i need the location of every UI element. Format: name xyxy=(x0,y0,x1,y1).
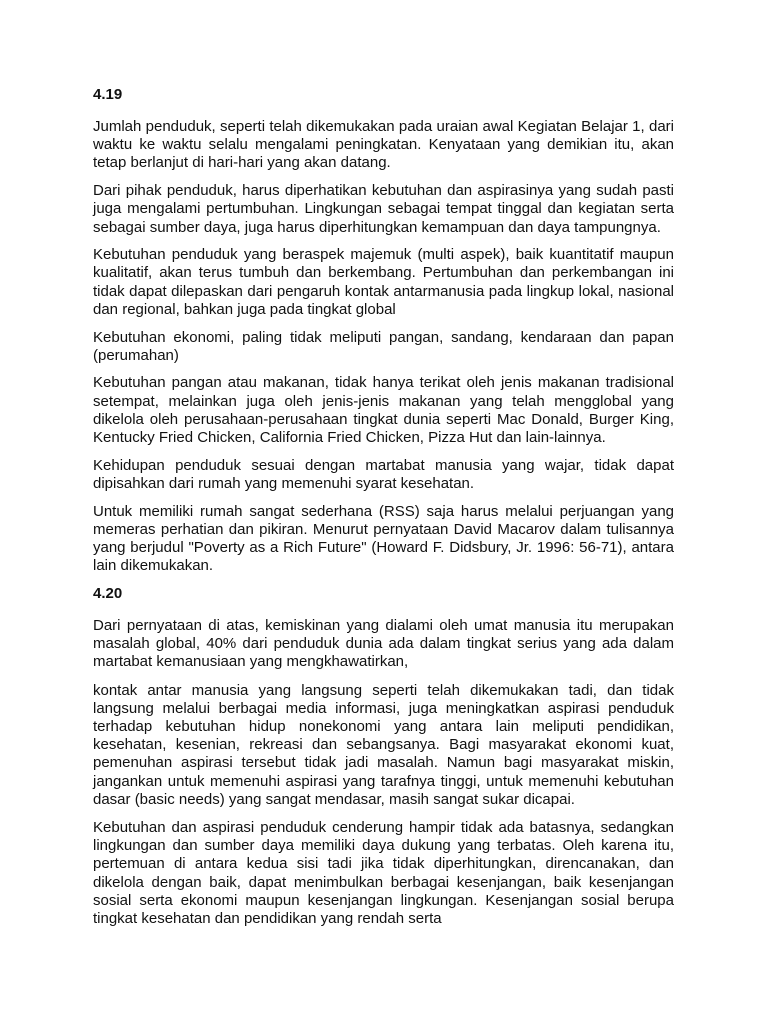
paragraph: Kebutuhan dan aspirasi penduduk cenderung hampir tidak ada batasnya, sedangkan lingkungan dan sumber daya memiliki daya dukung yang terbatas. Oleh karena itu, pertemuan di antara kedua sisi tadi jika tidak diperhitungkan, direncanakan, dan dikelola dengan baik, dapat menimbulkan berbagai kesenjangan, baik kesenjangan sosial serta ekonomi maupun kesenjangan lingkungan. Kesenjangan sosial berupa tingkat kesehatan dan pendidikan yang rendah serta xyxy=(93,819,674,928)
paragraph: Jumlah penduduk, seperti telah dikemukakan pada uraian awal Kegiatan Belajar 1, dari waktu ke waktu selalu mengalami peningkatan. Kenyataan yang demikian itu, akan tetap berlanjut di hari-hari yang akan datang. xyxy=(93,118,674,172)
paragraph: Kebutuhan pangan atau makanan, tidak hanya terikat oleh jenis makanan tradisional setempat, melainkan juga oleh jenis-jenis makanan yang telah mengglobal yang dikelola oleh perusahaan-perusahaan tingkat dunia seperti Mac Donald, Burger King, Kentucky Fried Chicken, California Fried Chicken, Pizza Hut dan lain-lainnya. xyxy=(93,374,674,447)
paragraph: Dari pihak penduduk, harus diperhatikan kebutuhan dan aspirasinya yang sudah pasti juga mengalami pertumbuhan. Lingkungan sebagai tempat tinggal dan kegiatan serta sebagai sumber daya, juga harus diperhitungkan kemampuan dan daya tampungnya. xyxy=(93,182,674,236)
paragraph: Dari pernyataan di atas, kemiskinan yang dialami oleh umat manusia itu merupakan masalah global, 40% dari penduduk dunia ada dalam tingkat serius yang ada dalam martabat kemanusiaan yang mengkhawatirkan, xyxy=(93,616,674,671)
section-heading-4-20: 4.20 xyxy=(93,584,123,602)
section-heading-4-19: 4.19 xyxy=(93,86,123,103)
paragraph: Kebutuhan penduduk yang beraspek majemuk (multi aspek), baik kuantitatif maupun kualitatif, akan terus tumbuh dan berkembang. Pertumbuhan dan perkembangan ini tidak dapat dilepaskan dari pengaruh kontak antarmanusia pada lingkup lokal, nasional dan regional, bahkan juga pada tingkat global xyxy=(93,246,674,318)
paragraph: Untuk memiliki rumah sangat sederhana (RSS) saja harus melalui perjuangan yang memeras perhatian dan pikiran. Menurut pernyataan David Macarov dalam tulisannya yang berjudul "Poverty as a Rich Future" (Howard F. Didsbury, Jr. 1996: 56-71), antara lain dikemukakan. xyxy=(93,502,674,575)
paragraph: Kebutuhan ekonomi, paling tidak meliputi pangan, sandang, kendaraan dan papan (perumahan) xyxy=(93,328,674,364)
paragraph: Kehidupan penduduk sesuai dengan martabat manusia yang wajar, tidak dapat dipisahkan dari rumah yang memenuhi syarat kesehatan. xyxy=(93,456,674,492)
paragraph: kontak antar manusia yang langsung seperti telah dikemukakan tadi, dan tidak langsung melalui berbagai media informasi, juga meningkatkan aspirasi penduduk terhadap kebutuhan hidup nonekonomi yang antara lain meliputi pendidikan, kesehatan, kesenian, rekreasi dan sebangsanya. Bagi masyarakat ekonomi kuat, pemenuhan aspirasi tersebut tidak jadi masalah. Namun bagi masyarakat miskin, jangankan untuk memenuhi aspirasi yang tarafnya tinggi, untuk memenuhi kebutuhan dasar (basic needs) yang sangat mendasar, masih sangat sukar dicapai. xyxy=(93,681,674,808)
